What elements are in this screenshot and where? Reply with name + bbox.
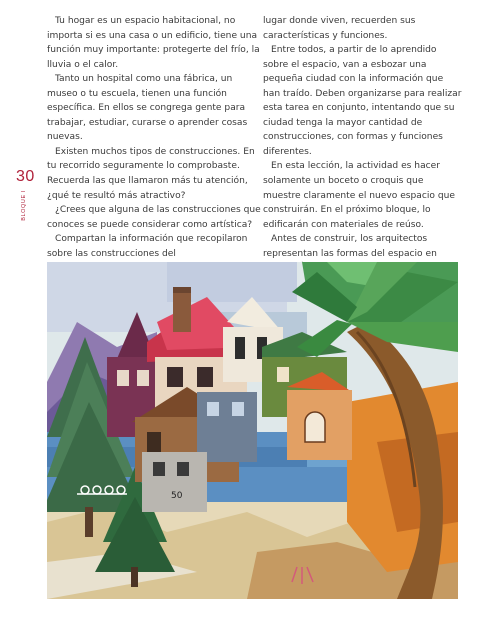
paragraph: ¿Crees que alguna de las construcciones que conoces se puede considerar como artística? bbox=[47, 205, 261, 230]
paragraph: lugar donde viven, recuerden sus características y funciones. bbox=[263, 16, 416, 41]
left-text-column bbox=[47, 14, 263, 261]
paragraph: Antes de construir, los arquitectos representan las formas del espacio en bbox=[263, 234, 437, 259]
paragraph: En esta lección, la actividad es hacer solamente un boceto o croquis que muestre claramente el nuevo espacio que construirán. En el próximo bloque, lo edificarán con materiales de reúso. bbox=[263, 161, 455, 230]
houses-collage-illustration bbox=[47, 262, 458, 599]
house-number-sign: 50 bbox=[171, 491, 183, 501]
paragraph: Tu hogar es un espacio habitacional, no importa si es una casa o un edificio, tiene una función muy importante: protegerte del frío, la lluvia o el calor. bbox=[47, 16, 260, 70]
paragraph: Tanto un hospital como una fábrica, un museo o tu escuela, tienen una función específica. En ellos se congrega gente para trabajar, estudiar, curarse o aprender cosas nuevas. bbox=[47, 74, 248, 143]
paragraph: Entre todos, a partir de lo aprendido sobre el espacio, van a esbozar una pequeña ciudad con la información que han traído. Deben organizarse para realizar esta tarea en conjunto, intentando que su ciudad tenga la mayor cantidad de construcciones, con formas y funciones diferentes. bbox=[263, 45, 462, 157]
page-number: 30 bbox=[16, 168, 35, 185]
block-label: BLOQUE I bbox=[21, 190, 27, 221]
paragraph: Compartan la información que recopilaron sobre las construcciones del bbox=[47, 234, 248, 259]
paragraph: Existen muchos tipos de construcciones. En tu recorrido seguramente lo comprobaste. Recuerda las que llamaron más tu atención, ¿qué te resultó más atractivo? bbox=[47, 146, 255, 201]
